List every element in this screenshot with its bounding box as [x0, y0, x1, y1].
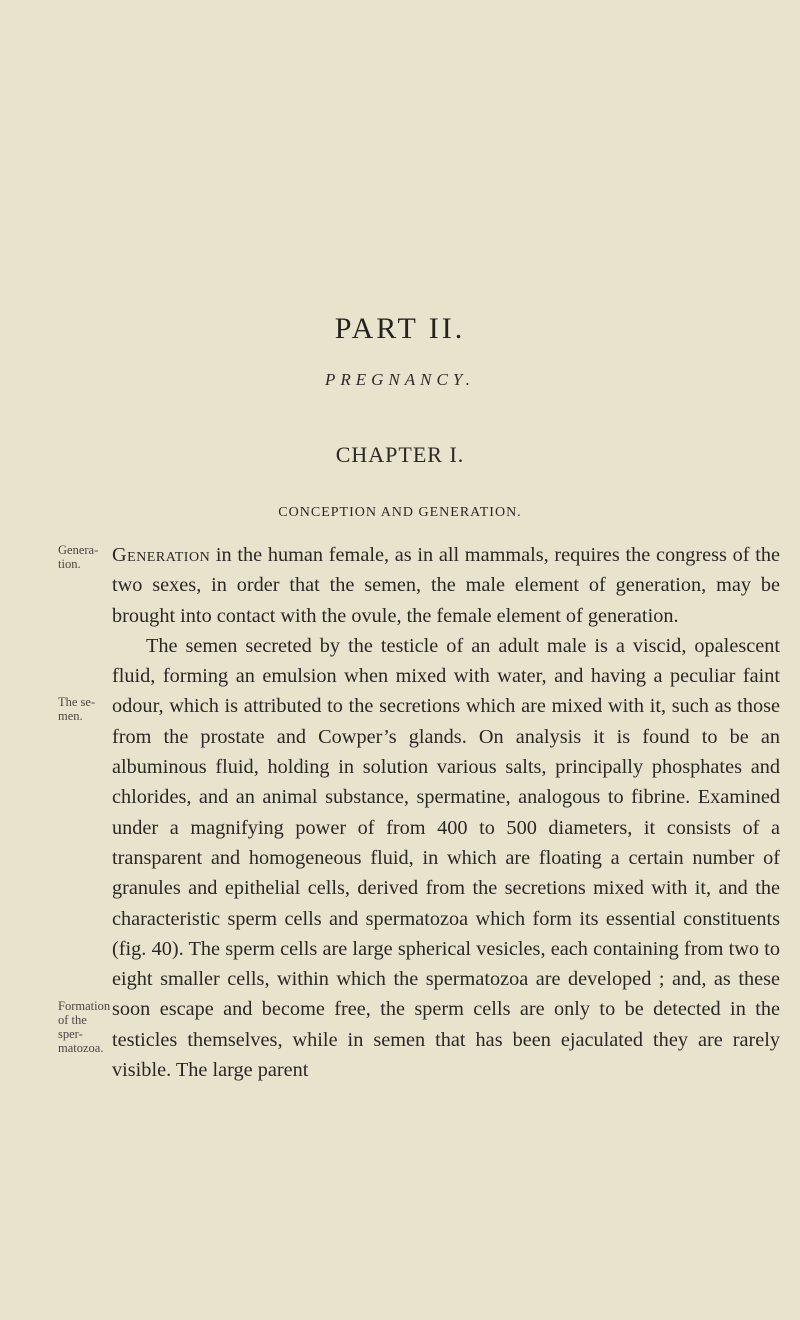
part-subtitle: PREGNANCY. [325, 370, 475, 389]
margin-note-formation: Formation of the sper- matozoa. [58, 999, 111, 1055]
paragraph-generation-text: in the human female, as in all mammals, requires the congress of the two sexes, in order that the semen, the male element of generation, may be brought into contact with the ovule, the female element of generation. [112, 544, 780, 627]
margin-note-semen: The se- men. [58, 695, 96, 723]
body-text [112, 540, 780, 1085]
paragraph-generation [112, 540, 780, 631]
paragraph-semen: The semen secreted by the testicle of an adult male is a viscid, opalescent fluid, forming an emulsion when mixed with water, and having a peculiar faint odour, which is attributed to the secretions which are mixed with it, such as those from the prostate and Cowper’s glands. On analysis it is found to be an albuminous fluid, holding in solution various salts, principally phosphates and chlorides, and an animal substance, spermatine, analogous to fibrine. Examined under a magnifying power of from 400 to 500 diameters, it consists of a transparent and homogeneous fluid, in which are floating a certain number of granules and epithelial cells, derived from the secretions mixed with it, and the characteristic sperm cells and spermatozoa which form its essential constituents (fig. 40). The sperm cells are large spherical vesicles, each containing from two to eight smaller cells, within which the spermatozoa are developed ; and, as these soon escape and become free, the sperm cells are only to be detected in the testicles themselves, while in semen that has been ejaculated they are rarely visible. The large parent [112, 634, 780, 1082]
chapter-title: CHAPTER I. [335, 442, 465, 467]
margin-note-generation: Genera- tion. [58, 543, 99, 571]
part-title: PART II. [334, 312, 466, 345]
paragraph-opening-word: Generation [112, 544, 211, 566]
chapter-heading: CONCEPTION AND GENERATION. [278, 505, 522, 520]
